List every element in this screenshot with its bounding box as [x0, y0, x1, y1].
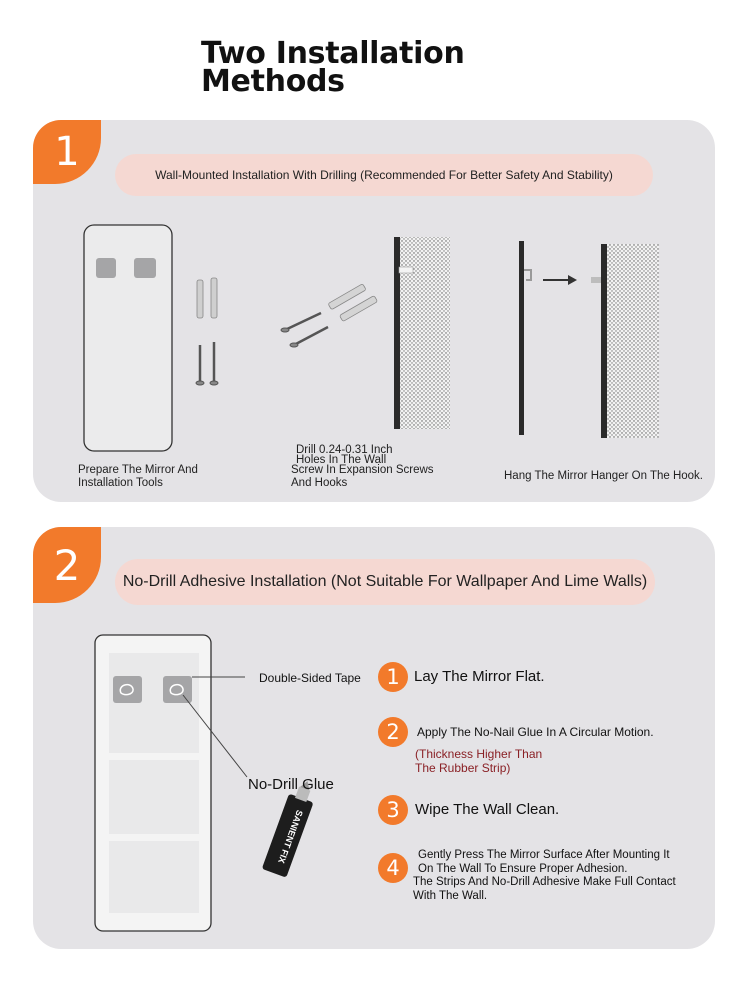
mirror-back-icon	[84, 225, 172, 451]
caption-drill-line-2: Holes In The Wall	[296, 454, 387, 466]
expansion-anchor-icon	[197, 278, 378, 324]
step-4-line-3: The Strips And No-Drill Adhesive Make Full Contact	[413, 876, 676, 888]
step-1-number: 1	[378, 662, 408, 692]
step-2-note-line-2: The Rubber Strip)	[415, 761, 511, 775]
wall-with-hook-icon	[591, 244, 659, 438]
caption-drill-line-4: And Hooks	[291, 477, 348, 489]
step-4-text	[413, 849, 676, 903]
step-4-line-4: With The Wall.	[413, 889, 488, 902]
caption-prepare-line-1: Prepare The Mirror And	[78, 464, 198, 476]
mirror-frame-icon	[95, 635, 211, 931]
method-2-badge: 2	[33, 527, 101, 603]
caption-hang: Hang The Mirror Hanger On The Hook.	[504, 470, 703, 482]
step-4-line-1: Gently Press The Mirror Surface After Mounting It	[418, 849, 670, 861]
caption-prepare-line-2: Installation Tools	[78, 477, 163, 489]
page-title	[201, 36, 465, 99]
title-line-2: Methods	[201, 64, 345, 99]
method-1-badge: 1	[33, 120, 101, 184]
step-4-line-2: On The Wall To Ensure Proper Adhesion.	[418, 862, 628, 875]
step-4-number: 4	[378, 853, 408, 883]
caption-drill	[291, 444, 434, 490]
step-1-text: Lay The Mirror Flat.	[414, 668, 545, 685]
step-2-note	[415, 747, 542, 775]
caption-prepare	[78, 464, 198, 490]
method-1-heading: Wall-Mounted Installation With Drilling (Recommended For Better Safety And Stability)	[115, 154, 653, 196]
label-no-drill-glue: No-Drill Glue	[248, 776, 334, 793]
title-line-1: Two Installation	[201, 36, 465, 71]
method-2-heading: No-Drill Adhesive Installation (Not Suitable For Wallpaper And Lime Walls)	[115, 559, 655, 605]
caption-drill-line-1: Drill 0.24-0.31 Inch	[296, 444, 393, 456]
glue-tube-text: SANIENT FIX	[276, 808, 305, 865]
label-double-sided-tape: Double-Sided Tape	[259, 671, 361, 685]
step-3-text: Wipe The Wall Clean.	[415, 801, 560, 818]
method-2-panel	[33, 527, 715, 949]
step-2-note-line-1: (Thickness Higher Than	[415, 747, 543, 761]
wall-icon	[394, 237, 450, 429]
mirror-hanger-icon	[519, 241, 531, 435]
arrow-right-icon	[543, 275, 577, 285]
step-2-text: Apply The No-Nail Glue In A Circular Motion.	[417, 725, 654, 739]
screw-icon	[196, 313, 328, 385]
method-1-panel	[33, 120, 715, 502]
caption-drill-line-3: Screw In Expansion Screws	[291, 464, 434, 476]
step-2-number: 2	[378, 717, 408, 747]
step-3-number: 3	[378, 795, 408, 825]
